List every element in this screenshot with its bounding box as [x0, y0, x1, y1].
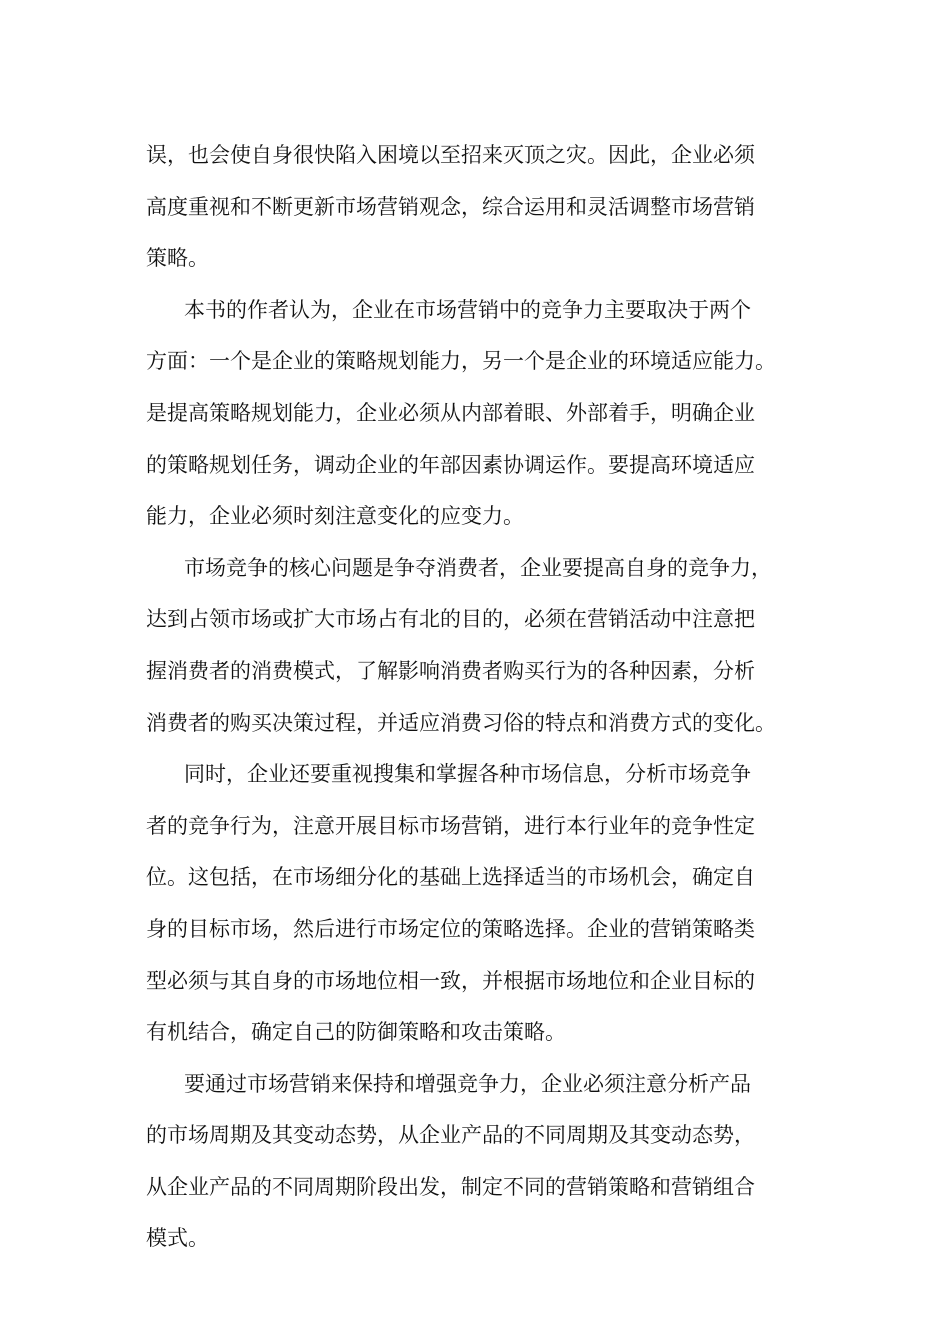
text-line: 身的目标市场，然后进行市场定位的策略选择。企业的营销策略类	[146, 916, 755, 941]
text-line: 方面：一个是企业的策略规划能力，另一个是企业的环境适应能力。	[146, 349, 776, 374]
text-line: 从企业产品的不同周期阶段出发，制定不同的营销策略和营销组合	[146, 1174, 755, 1199]
text-line: 高度重视和不断更新市场营销观念，综合运用和灵活调整市场营销	[146, 194, 755, 219]
text-line: 的市场周期及其变动态势，从企业产品的不同周期及其变动态势，	[146, 1123, 755, 1148]
text-line: 有机结合，确定自己的防御策略和攻击策略。	[146, 1020, 566, 1045]
text-line: 位。这包括，在市场细分化的基础上选择适当的市场机会，确定自	[146, 865, 755, 890]
document-body-text	[146, 130, 806, 1265]
text-line: 消费者的购买决策过程，并适应消费习俗的特点和消费方式的变化。	[146, 710, 776, 735]
text-line: 的策略规划任务，调动企业的年部因素协调运作。要提高环境适应	[146, 452, 755, 477]
text-line: 是提高策略规划能力，企业必须从内部着眼、外部着手，明确企业	[146, 400, 755, 425]
paragraph-first-line: 市场竞争的核心问题是争夺消费者，企业要提高自身的竞争力，	[184, 555, 772, 580]
text-line: 达到占领市场或扩大市场占有北的目的，必须在营销活动中注意把	[146, 607, 755, 632]
text-line: 模式。	[146, 1226, 209, 1251]
paragraph-first-line: 同时，企业还要重视搜集和掌握各种市场信息，分析市场竞争	[184, 762, 751, 787]
text-line: 型必须与其自身的市场地位相一致，并根据市场地位和企业目标的	[146, 968, 755, 993]
text-line: 误，也会使自身很快陷入困境以至招来灭顶之灾。因此，企业必须	[146, 143, 755, 167]
paragraph-first-line: 要通过市场营销来保持和增强竞争力，企业必须注意分析产品	[184, 1071, 751, 1096]
text-line: 策略。	[146, 246, 209, 271]
text-line: 者的竞争行为，注意开展目标市场营销，进行本行业年的竞争性定	[146, 813, 755, 838]
text-line: 握消费者的消费模式，了解影响消费者购买行为的各种因素，分析	[146, 658, 755, 683]
paragraph-first-line: 本书的作者认为，企业在市场营销中的竞争力主要取决于两个	[184, 297, 751, 322]
text-line: 能力，企业必须时刻注意变化的应变力。	[146, 504, 524, 529]
